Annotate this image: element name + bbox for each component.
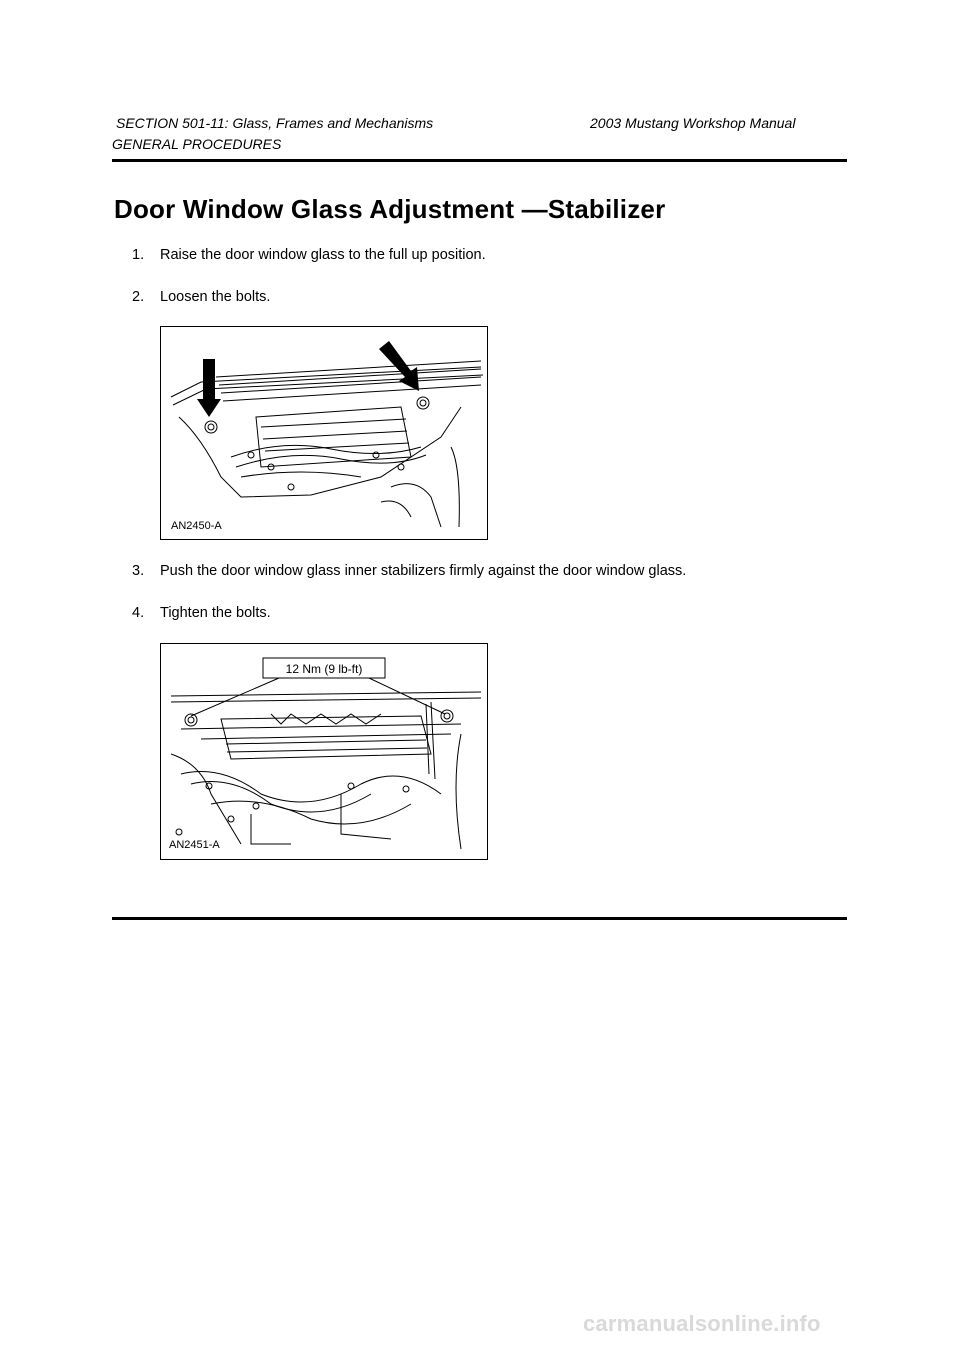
header-rule [112,159,847,162]
step-text: Tighten the bolts. [160,605,271,621]
step-1 [132,247,486,263]
step-2 [132,289,270,305]
step-number: 1. [132,247,145,263]
step-text: Raise the door window glass to the full up position. [160,247,486,263]
step-text: Loosen the bolts. [160,289,271,305]
step-text: Push the door window glass inner stabilizers firmly against the door window glass. [160,563,687,579]
footer-rule [112,917,847,920]
door-bolt-illustration-2 [161,644,487,859]
figure-an2451 [160,643,488,860]
header-category: GENERAL PROCEDURES [112,136,282,152]
header-manual-title: 2003 Mustang Workshop Manual [590,115,796,131]
step-number: 4. [132,605,145,621]
figure-label: AN2451-A [169,839,220,851]
header-section-title: SECTION 501-11: Glass, Frames and Mechanisms [116,115,434,131]
step-number: 2. [132,289,145,305]
step-3 [132,563,686,579]
figure-an2450 [160,326,488,540]
page-title: Door Window Glass Adjustment —Stabilizer [114,194,666,224]
door-bolt-illustration-1 [161,327,487,539]
watermark: carmanualsonline.info [583,1311,821,1336]
step-4 [132,605,271,621]
step-number: 3. [132,563,145,579]
figure-label: AN2450-A [171,520,222,532]
torque-callout: 12 Nm (9 lb-ft) [285,662,363,676]
arrow-diagonal-icon [379,341,419,391]
